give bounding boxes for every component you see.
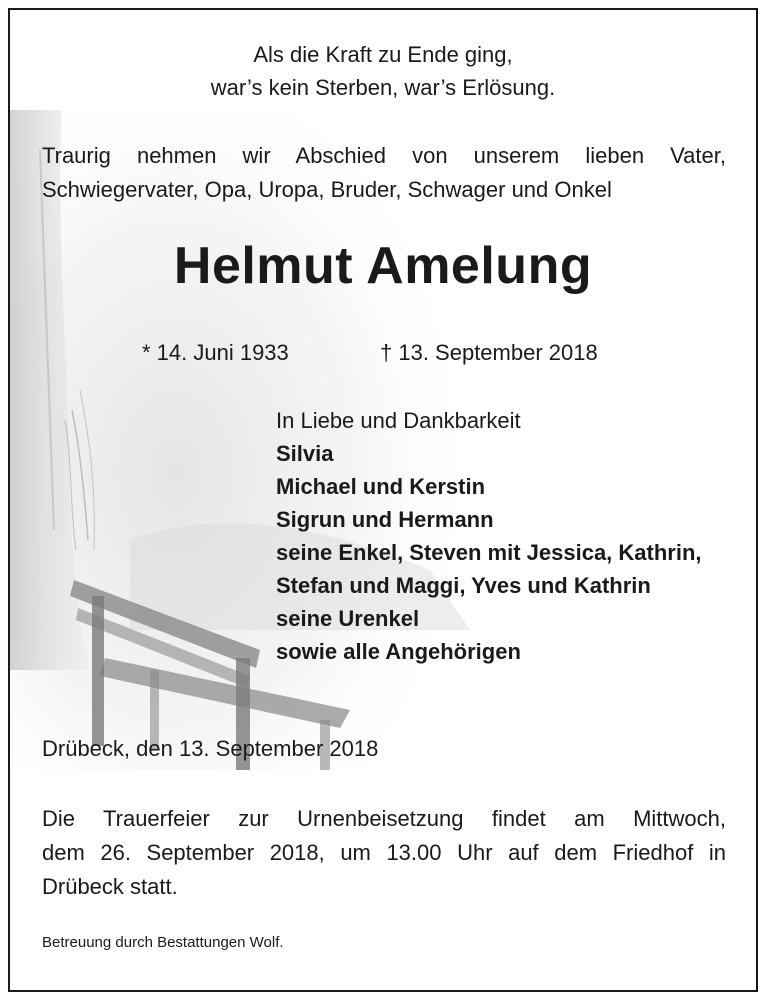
obituary-frame (8, 8, 758, 992)
funeral-notice (42, 802, 726, 904)
funeral-line-1: Die Trauerfeier zur Urnenbeisetzung findet am Mittwoch, (42, 806, 726, 831)
motto (10, 38, 756, 104)
place-date: Drübeck, den 13. September 2018 (42, 736, 379, 761)
intro-line-1: Traurig nehmen wir Abschied von unserem lieben Vater, (42, 143, 726, 168)
funeral-line-3: Drübeck statt. (42, 874, 178, 899)
signatory-name: Michael und Kerstin (276, 474, 486, 499)
signatory-name: seine Enkel, Steven mit Jessica, Kathrin, (276, 540, 702, 565)
motto-line-2: war’s kein Sterben, war’s Erlösung. (210, 75, 556, 100)
birth-date: * 14. Juni 1933 (142, 340, 289, 365)
signatories (276, 404, 702, 668)
signatories-opening: In Liebe und Dankbarkeit (276, 408, 521, 433)
intro-text (42, 139, 726, 207)
obituary-content (10, 10, 756, 990)
signatory-name: seine Urenkel (276, 606, 420, 631)
signatory-name: Stefan und Maggi, Yves und Kathrin (276, 573, 651, 598)
death-date: † 13. September 2018 (380, 340, 598, 365)
signatory-name: Sigrun und Hermann (276, 507, 494, 532)
deceased-name: Helmut Amelung (173, 237, 593, 295)
undertaker-credit: Betreuung durch Bestattungen Wolf. (42, 934, 284, 951)
signatory-name: Silvia (276, 441, 334, 466)
intro-line-2: Schwiegervater, Opa, Uropa, Bruder, Schwager und Onkel (42, 177, 612, 202)
motto-line-1: Als die Kraft zu Ende ging, (253, 42, 513, 67)
signatory-name: sowie alle Angehörigen (276, 639, 521, 664)
funeral-line-2: dem 26. September 2018, um 13.00 Uhr auf dem Friedhof in (42, 840, 726, 865)
